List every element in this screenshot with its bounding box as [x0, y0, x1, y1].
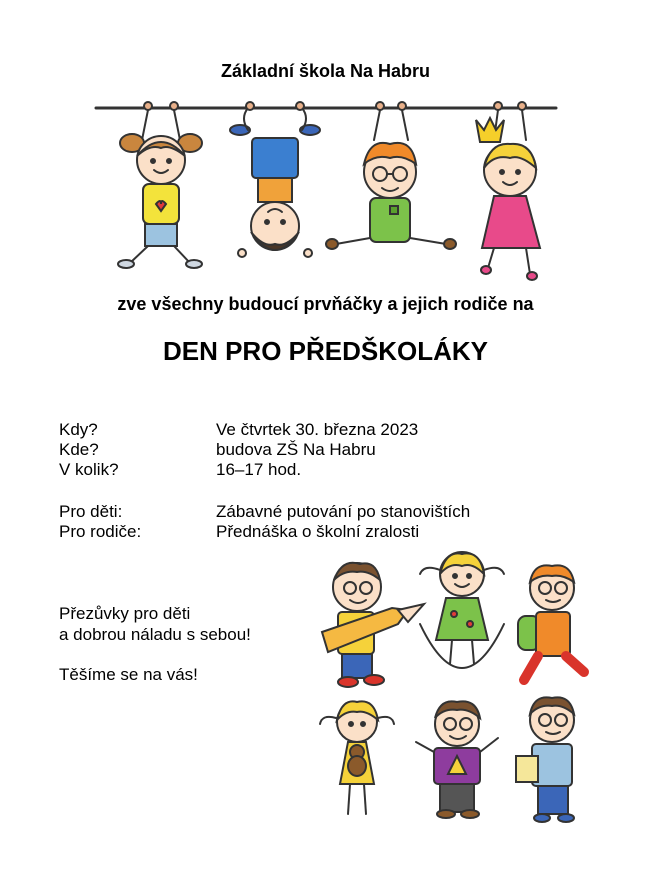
girl-pigtails-figure [118, 102, 202, 268]
where-value: budova ZŠ Na Habru [216, 440, 376, 459]
for-children-value: Zábavné putování po stanovištích [216, 502, 471, 521]
time-label: V kolik? [59, 460, 119, 479]
for-children-label: Pro děti: [59, 502, 123, 521]
bring-note-line2: a dobrou náladu s sebou! [59, 625, 251, 644]
boy-upside-down-figure [230, 102, 320, 257]
invitation-line: zve všechny budoucí prvňáčky a jejich rodiče na [117, 294, 534, 314]
when-label: Kdy? [59, 420, 98, 439]
boy-backpack-figure [518, 565, 584, 680]
girl-crown-figure [476, 102, 540, 280]
boy-glasses-figure [326, 102, 456, 249]
where-label: Kde? [59, 440, 99, 459]
bring-note-line1: Přezůvky pro děti [59, 604, 191, 623]
when-value: Ve čtvrtek 30. března 2023 [216, 420, 419, 439]
closing-text: Těšíme se na vás! [59, 665, 198, 684]
girl-jump-rope-figure [420, 552, 504, 668]
boy-purple-sweater-figure [416, 701, 498, 818]
boy-book-figure [516, 697, 574, 822]
boy-pencil-figure [322, 563, 424, 687]
school-children-illustration [312, 552, 602, 827]
for-parents-label: Pro rodiče: [59, 522, 142, 541]
time-value: 16–17 hod. [216, 460, 302, 479]
event-title: DEN PRO PŘEDŠKOLÁKY [162, 336, 489, 366]
children-hanging-illustration [90, 98, 560, 283]
school-name: Základní škola Na Habru [220, 61, 431, 81]
girl-teddy-figure [320, 701, 394, 814]
for-parents-value: Přednáška o školní zralosti [216, 522, 420, 541]
